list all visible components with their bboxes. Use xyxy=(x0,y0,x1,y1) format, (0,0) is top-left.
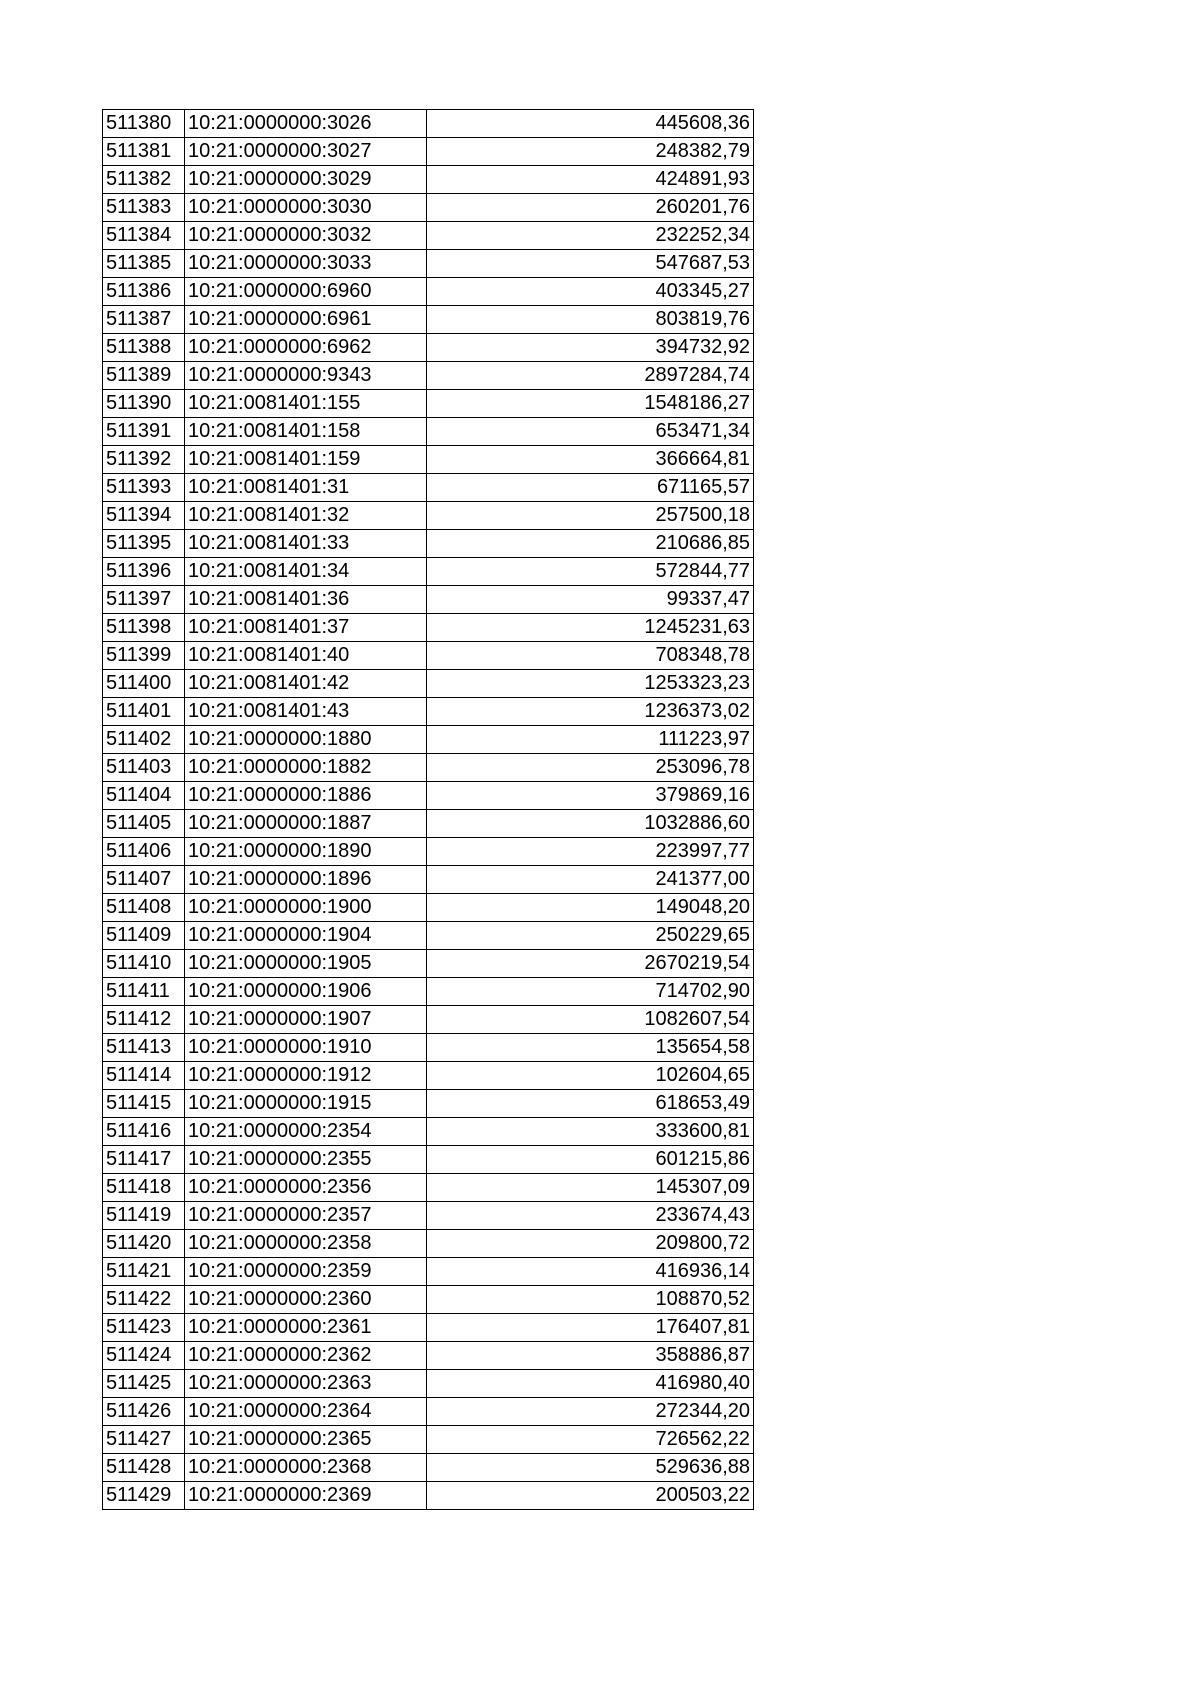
table-row xyxy=(103,222,754,250)
cadastral-number-cell: 10:21:0000000:2363 xyxy=(185,1370,427,1398)
row-number-cell: 511390 xyxy=(103,390,185,418)
row-number-cell: 511388 xyxy=(103,334,185,362)
value-cell: 547687,53 xyxy=(427,250,754,278)
value-cell: 416936,14 xyxy=(427,1258,754,1286)
value-cell: 403345,27 xyxy=(427,278,754,306)
row-number-cell: 511395 xyxy=(103,530,185,558)
value-cell: 210686,85 xyxy=(427,530,754,558)
value-cell: 618653,49 xyxy=(427,1090,754,1118)
cadastral-number-cell: 10:21:0000000:2358 xyxy=(185,1230,427,1258)
cadastral-number-cell: 10:21:0000000:1915 xyxy=(185,1090,427,1118)
value-cell: 1032886,60 xyxy=(427,810,754,838)
table-row xyxy=(103,614,754,642)
row-number-cell: 511393 xyxy=(103,474,185,502)
cadastral-number-cell: 10:21:0081401:36 xyxy=(185,586,427,614)
table-row xyxy=(103,922,754,950)
row-number-cell: 511400 xyxy=(103,670,185,698)
value-cell: 653471,34 xyxy=(427,418,754,446)
row-number-cell: 511414 xyxy=(103,1062,185,1090)
value-cell: 803819,76 xyxy=(427,306,754,334)
row-number-cell: 511391 xyxy=(103,418,185,446)
cadastral-number-cell: 10:21:0000000:3027 xyxy=(185,138,427,166)
cadastral-number-cell: 10:21:0000000:2364 xyxy=(185,1398,427,1426)
cadastral-number-cell: 10:21:0000000:3026 xyxy=(185,110,427,138)
row-number-cell: 511382 xyxy=(103,166,185,194)
row-number-cell: 511384 xyxy=(103,222,185,250)
value-cell: 248382,79 xyxy=(427,138,754,166)
value-cell: 1548186,27 xyxy=(427,390,754,418)
table-row xyxy=(103,1230,754,1258)
value-cell: 2897284,74 xyxy=(427,362,754,390)
table-row xyxy=(103,1398,754,1426)
table-row xyxy=(103,838,754,866)
row-number-cell: 511399 xyxy=(103,642,185,670)
value-cell: 149048,20 xyxy=(427,894,754,922)
table-row xyxy=(103,866,754,894)
table-row xyxy=(103,1314,754,1342)
cadastral-number-cell: 10:21:0081401:40 xyxy=(185,642,427,670)
table-row xyxy=(103,1202,754,1230)
row-number-cell: 511412 xyxy=(103,1006,185,1034)
cadastral-number-cell: 10:21:0081401:37 xyxy=(185,614,427,642)
cadastral-number-cell: 10:21:0000000:1906 xyxy=(185,978,427,1006)
table-row xyxy=(103,782,754,810)
row-number-cell: 511408 xyxy=(103,894,185,922)
cadastral-number-cell: 10:21:0081401:32 xyxy=(185,502,427,530)
row-number-cell: 511427 xyxy=(103,1426,185,1454)
row-number-cell: 511426 xyxy=(103,1398,185,1426)
row-number-cell: 511406 xyxy=(103,838,185,866)
table-row xyxy=(103,950,754,978)
table-row xyxy=(103,1342,754,1370)
row-number-cell: 511403 xyxy=(103,754,185,782)
table-row xyxy=(103,1258,754,1286)
table-row xyxy=(103,306,754,334)
value-cell: 366664,81 xyxy=(427,446,754,474)
cadastral-number-cell: 10:21:0000000:1905 xyxy=(185,950,427,978)
row-number-cell: 511385 xyxy=(103,250,185,278)
row-number-cell: 511404 xyxy=(103,782,185,810)
row-number-cell: 511423 xyxy=(103,1314,185,1342)
table-row xyxy=(103,110,754,138)
row-number-cell: 511402 xyxy=(103,726,185,754)
row-number-cell: 511429 xyxy=(103,1482,185,1510)
cadastral-number-cell: 10:21:0000000:2368 xyxy=(185,1454,427,1482)
value-cell: 394732,92 xyxy=(427,334,754,362)
table-row xyxy=(103,698,754,726)
value-cell: 250229,65 xyxy=(427,922,754,950)
cadastral-number-cell: 10:21:0000000:3033 xyxy=(185,250,427,278)
cadastral-number-cell: 10:21:0000000:2365 xyxy=(185,1426,427,1454)
value-cell: 200503,22 xyxy=(427,1482,754,1510)
cadastral-number-cell: 10:21:0000000:6960 xyxy=(185,278,427,306)
row-number-cell: 511380 xyxy=(103,110,185,138)
value-cell: 145307,09 xyxy=(427,1174,754,1202)
value-cell: 176407,81 xyxy=(427,1314,754,1342)
value-cell: 233674,43 xyxy=(427,1202,754,1230)
row-number-cell: 511416 xyxy=(103,1118,185,1146)
value-cell: 1253323,23 xyxy=(427,670,754,698)
table-row xyxy=(103,1174,754,1202)
table-row xyxy=(103,978,754,1006)
cadastral-number-cell: 10:21:0000000:2356 xyxy=(185,1174,427,1202)
data-table xyxy=(102,109,754,1510)
table-row xyxy=(103,530,754,558)
cadastral-number-cell: 10:21:0000000:3030 xyxy=(185,194,427,222)
table-row xyxy=(103,754,754,782)
value-cell: 445608,36 xyxy=(427,110,754,138)
cadastral-number-cell: 10:21:0000000:3032 xyxy=(185,222,427,250)
table-row xyxy=(103,642,754,670)
row-number-cell: 511425 xyxy=(103,1370,185,1398)
cadastral-number-cell: 10:21:0000000:6962 xyxy=(185,334,427,362)
row-number-cell: 511410 xyxy=(103,950,185,978)
value-cell: 671165,57 xyxy=(427,474,754,502)
value-cell: 572844,77 xyxy=(427,558,754,586)
table-row xyxy=(103,138,754,166)
row-number-cell: 511383 xyxy=(103,194,185,222)
cadastral-number-cell: 10:21:0081401:158 xyxy=(185,418,427,446)
row-number-cell: 511405 xyxy=(103,810,185,838)
cadastral-number-cell: 10:21:0000000:3029 xyxy=(185,166,427,194)
table-row xyxy=(103,1006,754,1034)
value-cell: 529636,88 xyxy=(427,1454,754,1482)
value-cell: 241377,00 xyxy=(427,866,754,894)
cadastral-number-cell: 10:21:0000000:1904 xyxy=(185,922,427,950)
row-number-cell: 511407 xyxy=(103,866,185,894)
cadastral-number-cell: 10:21:0081401:31 xyxy=(185,474,427,502)
cadastral-number-cell: 10:21:0000000:2362 xyxy=(185,1342,427,1370)
cadastral-number-cell: 10:21:0000000:2354 xyxy=(185,1118,427,1146)
cadastral-number-cell: 10:21:0000000:2369 xyxy=(185,1482,427,1510)
row-number-cell: 511411 xyxy=(103,978,185,1006)
row-number-cell: 511424 xyxy=(103,1342,185,1370)
cadastral-number-cell: 10:21:0081401:33 xyxy=(185,530,427,558)
cadastral-number-cell: 10:21:0081401:155 xyxy=(185,390,427,418)
table-row xyxy=(103,334,754,362)
table-row xyxy=(103,1062,754,1090)
cadastral-number-cell: 10:21:0000000:2357 xyxy=(185,1202,427,1230)
value-cell: 102604,65 xyxy=(427,1062,754,1090)
table-row xyxy=(103,418,754,446)
value-cell: 726562,22 xyxy=(427,1426,754,1454)
table-row xyxy=(103,810,754,838)
cadastral-number-cell: 10:21:0000000:2355 xyxy=(185,1146,427,1174)
row-number-cell: 511401 xyxy=(103,698,185,726)
row-number-cell: 511398 xyxy=(103,614,185,642)
table-row xyxy=(103,1090,754,1118)
value-cell: 99337,47 xyxy=(427,586,754,614)
table-row xyxy=(103,1482,754,1510)
value-cell: 601215,86 xyxy=(427,1146,754,1174)
row-number-cell: 511392 xyxy=(103,446,185,474)
table-row xyxy=(103,446,754,474)
table-row xyxy=(103,1454,754,1482)
table-body xyxy=(103,110,754,1510)
value-cell: 223997,77 xyxy=(427,838,754,866)
table-row xyxy=(103,474,754,502)
cadastral-number-cell: 10:21:0000000:2359 xyxy=(185,1258,427,1286)
cadastral-number-cell: 10:21:0000000:1886 xyxy=(185,782,427,810)
value-cell: 416980,40 xyxy=(427,1370,754,1398)
value-cell: 358886,87 xyxy=(427,1342,754,1370)
table-row xyxy=(103,194,754,222)
value-cell: 1082607,54 xyxy=(427,1006,754,1034)
cadastral-number-cell: 10:21:0000000:1912 xyxy=(185,1062,427,1090)
table-row xyxy=(103,278,754,306)
table-row xyxy=(103,362,754,390)
table-row xyxy=(103,670,754,698)
cadastral-number-cell: 10:21:0000000:9343 xyxy=(185,362,427,390)
row-number-cell: 511397 xyxy=(103,586,185,614)
cadastral-number-cell: 10:21:0000000:1896 xyxy=(185,866,427,894)
row-number-cell: 511394 xyxy=(103,502,185,530)
table-row xyxy=(103,1286,754,1314)
row-number-cell: 511422 xyxy=(103,1286,185,1314)
row-number-cell: 511413 xyxy=(103,1034,185,1062)
value-cell: 424891,93 xyxy=(427,166,754,194)
value-cell: 135654,58 xyxy=(427,1034,754,1062)
value-cell: 253096,78 xyxy=(427,754,754,782)
value-cell: 379869,16 xyxy=(427,782,754,810)
table-row xyxy=(103,1034,754,1062)
row-number-cell: 511415 xyxy=(103,1090,185,1118)
table-row xyxy=(103,726,754,754)
value-cell: 333600,81 xyxy=(427,1118,754,1146)
cadastral-number-cell: 10:21:0000000:2360 xyxy=(185,1286,427,1314)
row-number-cell: 511387 xyxy=(103,306,185,334)
value-cell: 209800,72 xyxy=(427,1230,754,1258)
row-number-cell: 511396 xyxy=(103,558,185,586)
table-row xyxy=(103,250,754,278)
row-number-cell: 511409 xyxy=(103,922,185,950)
row-number-cell: 511381 xyxy=(103,138,185,166)
table-row xyxy=(103,502,754,530)
value-cell: 708348,78 xyxy=(427,642,754,670)
cadastral-number-cell: 10:21:0000000:1882 xyxy=(185,754,427,782)
value-cell: 272344,20 xyxy=(427,1398,754,1426)
value-cell: 260201,76 xyxy=(427,194,754,222)
cadastral-number-cell: 10:21:0000000:1880 xyxy=(185,726,427,754)
row-number-cell: 511420 xyxy=(103,1230,185,1258)
cadastral-number-cell: 10:21:0000000:1907 xyxy=(185,1006,427,1034)
value-cell: 111223,97 xyxy=(427,726,754,754)
row-number-cell: 511389 xyxy=(103,362,185,390)
cadastral-number-cell: 10:21:0000000:6961 xyxy=(185,306,427,334)
cadastral-number-cell: 10:21:0000000:1900 xyxy=(185,894,427,922)
cadastral-number-cell: 10:21:0081401:42 xyxy=(185,670,427,698)
value-cell: 2670219,54 xyxy=(427,950,754,978)
value-cell: 108870,52 xyxy=(427,1286,754,1314)
value-cell: 232252,34 xyxy=(427,222,754,250)
cadastral-number-cell: 10:21:0000000:2361 xyxy=(185,1314,427,1342)
value-cell: 1245231,63 xyxy=(427,614,754,642)
value-cell: 257500,18 xyxy=(427,502,754,530)
table-row xyxy=(103,390,754,418)
row-number-cell: 511421 xyxy=(103,1258,185,1286)
table-row xyxy=(103,1118,754,1146)
cadastral-number-cell: 10:21:0000000:1887 xyxy=(185,810,427,838)
table-row xyxy=(103,894,754,922)
cadastral-number-cell: 10:21:0081401:34 xyxy=(185,558,427,586)
value-cell: 714702,90 xyxy=(427,978,754,1006)
row-number-cell: 511386 xyxy=(103,278,185,306)
table-row xyxy=(103,586,754,614)
row-number-cell: 511419 xyxy=(103,1202,185,1230)
row-number-cell: 511417 xyxy=(103,1146,185,1174)
cadastral-number-cell: 10:21:0000000:1890 xyxy=(185,838,427,866)
table-row xyxy=(103,1146,754,1174)
table-row xyxy=(103,558,754,586)
cadastral-number-cell: 10:21:0000000:1910 xyxy=(185,1034,427,1062)
table-row xyxy=(103,1426,754,1454)
table-row xyxy=(103,166,754,194)
document-page xyxy=(102,109,754,1510)
cadastral-number-cell: 10:21:0081401:159 xyxy=(185,446,427,474)
row-number-cell: 511418 xyxy=(103,1174,185,1202)
table-row xyxy=(103,1370,754,1398)
value-cell: 1236373,02 xyxy=(427,698,754,726)
cadastral-number-cell: 10:21:0081401:43 xyxy=(185,698,427,726)
row-number-cell: 511428 xyxy=(103,1454,185,1482)
